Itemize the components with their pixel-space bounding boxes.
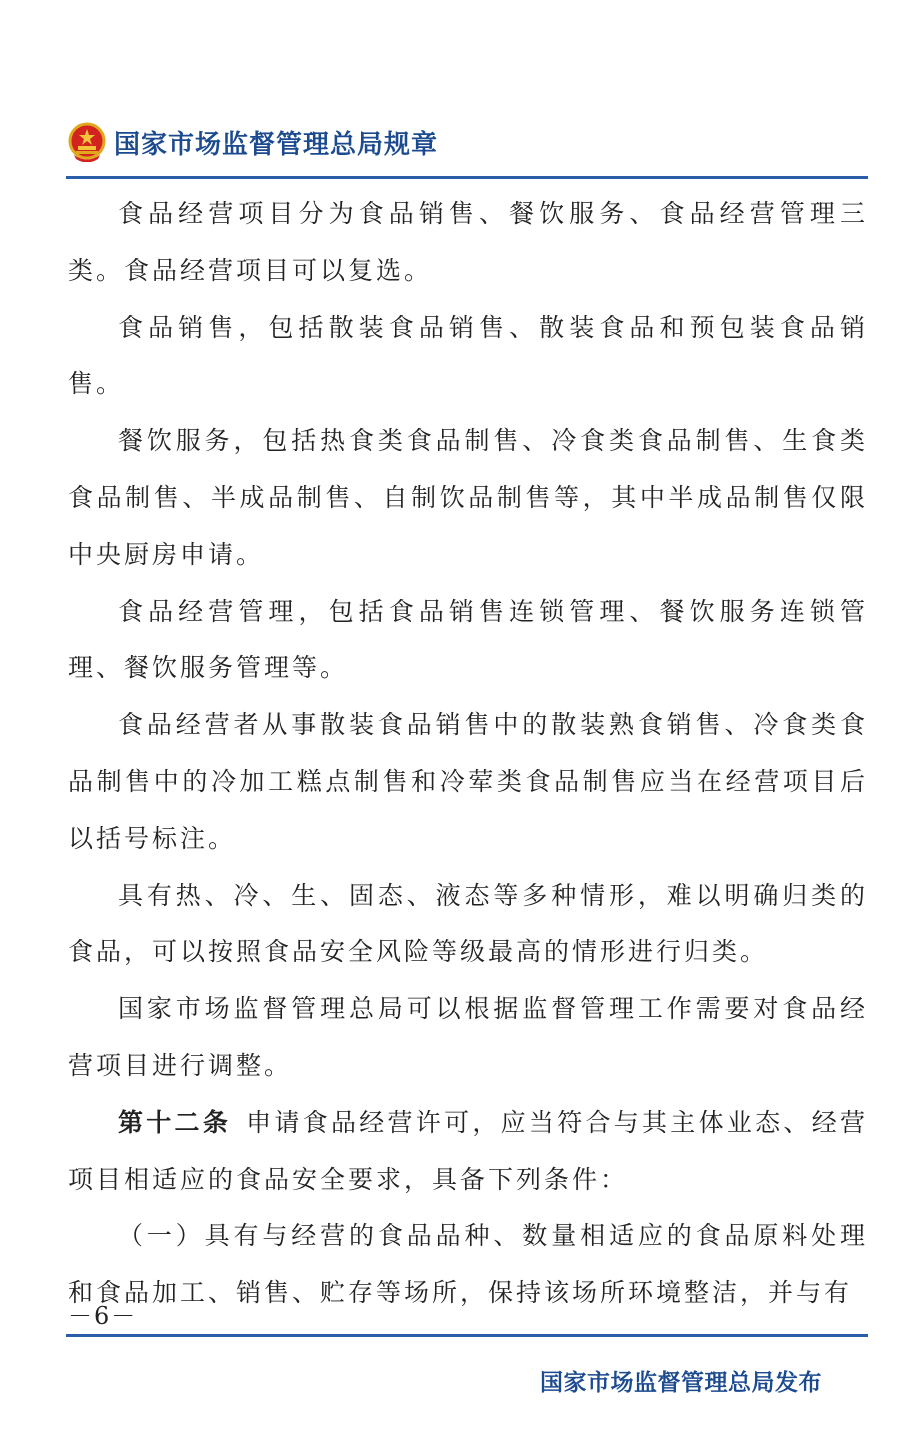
paragraph-text: 食品经营项目分为食品销售、餐饮服务、食品经营管理三类。食品经营项目可以复选。 xyxy=(68,199,868,285)
national-emblem-icon xyxy=(68,122,106,162)
paragraph xyxy=(68,584,868,698)
paragraph-text: 国家市场监督管理总局可以根据监督管理工作需要对食品经营项目进行调整。 xyxy=(68,994,868,1080)
page-number: －6－ xyxy=(68,1302,138,1330)
header-divider xyxy=(66,176,868,179)
header-title: 国家市场监督管理总局规章 xyxy=(114,130,439,160)
paragraph-text: 食品经营者从事散装食品销售中的散装熟食销售、冷食类食品制售中的冷加工糕点制售和冷荤类食品制售应当在经营项目后以括号标注。 xyxy=(68,710,868,853)
paragraph-text: 食品销售，包括散装食品销售、散装食品和预包装食品销售。 xyxy=(68,312,868,399)
paragraph-text: 具有热、冷、生、固态、液态等多种情形，难以明确归类的食品，可以按照食品安全风险等级最高的情形进行归类。 xyxy=(68,880,868,967)
paragraph xyxy=(68,868,868,982)
page-header xyxy=(66,118,868,168)
article-paragraph xyxy=(68,1095,868,1209)
footer-publisher: 国家市场监督管理总局发布 xyxy=(540,1370,822,1396)
paragraph xyxy=(68,300,868,414)
paragraph xyxy=(68,186,868,300)
footer-divider xyxy=(66,1334,868,1337)
paragraph-text: 餐饮服务，包括热食类食品制售、冷食类食品制售、生食类食品制售、半成品制售、自制饮品制售等，其中半成品制售仅限中央厨房申请。 xyxy=(68,426,868,569)
article-number: 第十二条 xyxy=(118,1107,232,1137)
document-body xyxy=(68,186,868,1322)
paragraph xyxy=(68,413,868,583)
paragraph-text: 申请食品经营许可，应当符合与其主体业态、经营项目相适应的食品安全要求，具备下列条件： xyxy=(68,1107,868,1194)
paragraph-text: （一）具有与经营的食品品种、数量相适应的食品原料处理和食品加工、销售、贮存等场所，保持该场所环境整洁，并与有 xyxy=(68,1221,868,1308)
paragraph xyxy=(68,697,868,867)
paragraph xyxy=(68,981,868,1095)
paragraph xyxy=(68,1208,868,1322)
paragraph-text: 食品经营管理，包括食品销售连锁管理、餐饮服务连锁管理、餐饮服务管理等。 xyxy=(68,596,868,683)
